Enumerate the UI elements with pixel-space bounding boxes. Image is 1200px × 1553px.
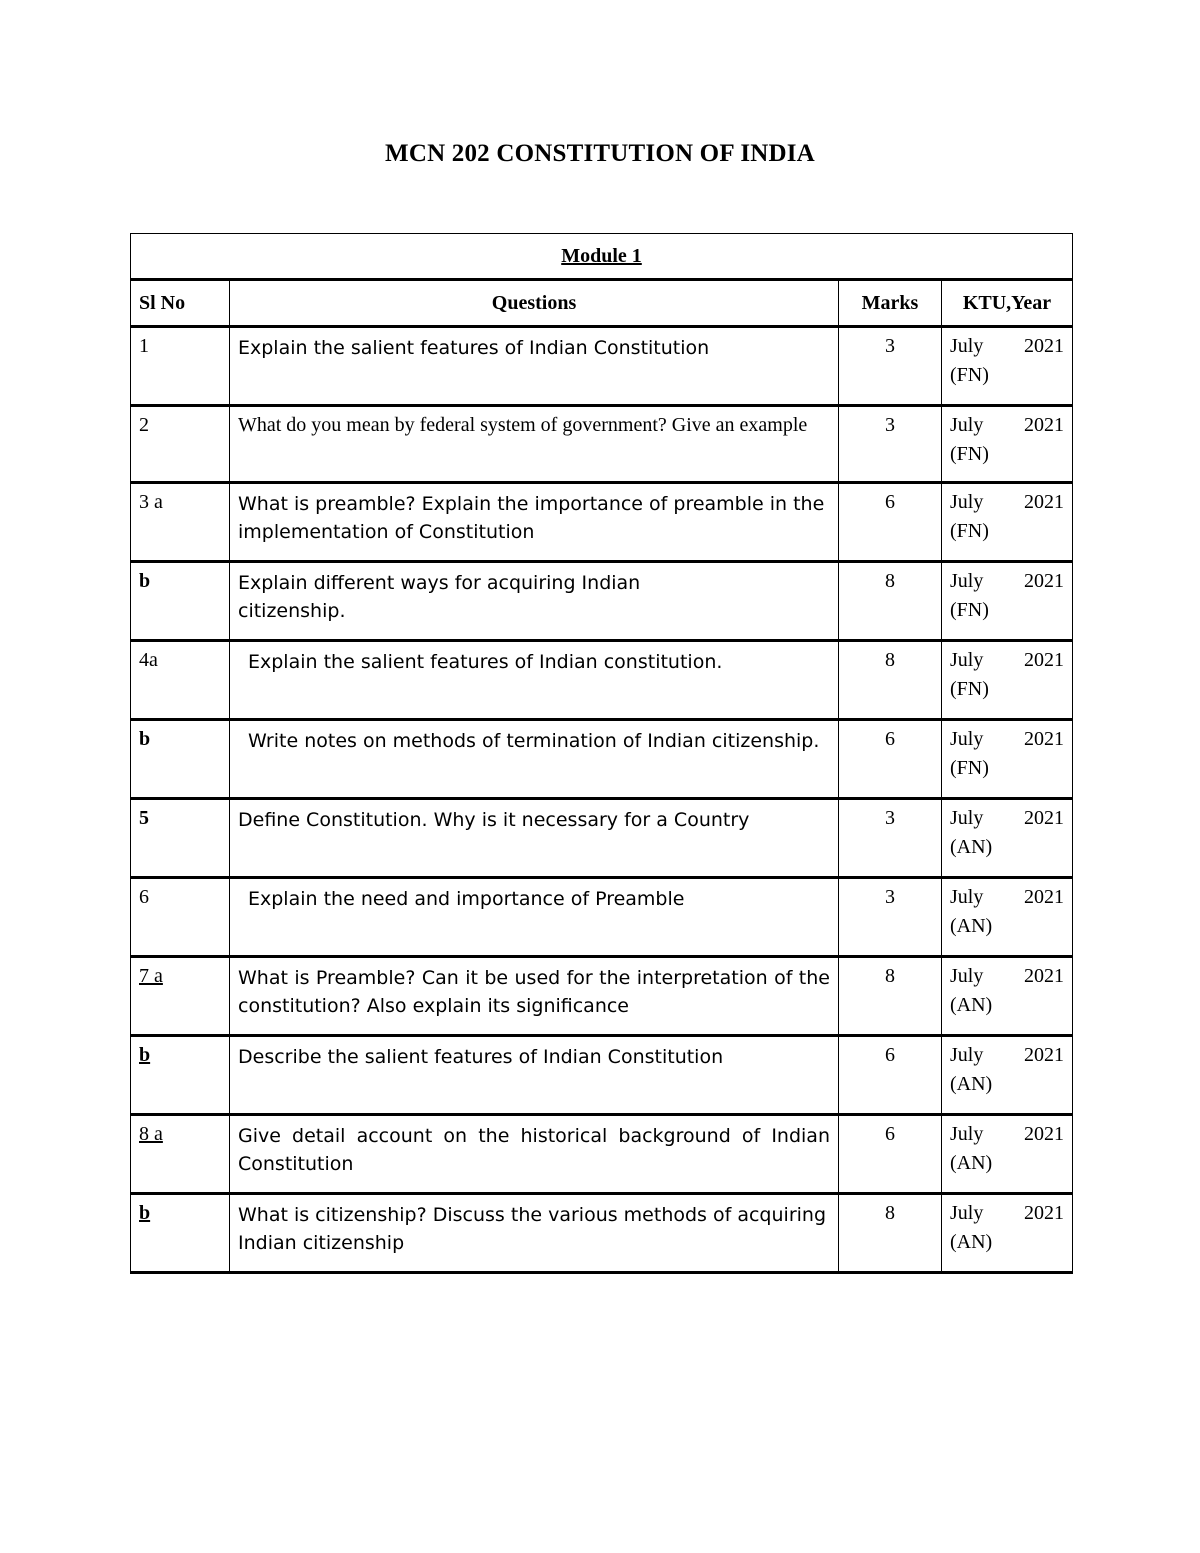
sl-no: b bbox=[139, 728, 151, 750]
table-row bbox=[131, 406, 1073, 483]
header-questions: Questions bbox=[230, 280, 839, 327]
marks-cell: 3 bbox=[839, 878, 942, 957]
sl-no-cell bbox=[131, 1115, 230, 1194]
exam-year: 2021 bbox=[1024, 649, 1064, 671]
question-cell: Explain the salient features of Indian constitution. bbox=[230, 641, 839, 720]
ktu-year-cell bbox=[942, 327, 1073, 406]
marks-cell: 8 bbox=[839, 957, 942, 1036]
exam-session: (FN) bbox=[950, 599, 989, 621]
exam-month: July bbox=[950, 965, 984, 987]
question-cell: Define Constitution. Why is it necessary for a Country bbox=[230, 799, 839, 878]
marks-cell: 6 bbox=[839, 1036, 942, 1115]
sl-no: b bbox=[139, 1202, 151, 1224]
sl-no: 5 bbox=[139, 807, 149, 829]
question-cell: Write notes on methods of termination of Indian citizenship. bbox=[230, 720, 839, 799]
table-row bbox=[131, 1115, 1073, 1194]
marks-cell: 6 bbox=[839, 1115, 942, 1194]
table-row bbox=[131, 720, 1073, 799]
ktu-year-cell bbox=[942, 1036, 1073, 1115]
exam-month: July bbox=[950, 1123, 984, 1145]
question-cell: What is citizenship? Discuss the various methods of acquiring Indian citizenship bbox=[230, 1194, 839, 1273]
table-row bbox=[131, 1036, 1073, 1115]
question-cell: Give detail account on the historical background of Indian Constitution bbox=[230, 1115, 839, 1194]
exam-month: July bbox=[950, 1202, 984, 1224]
exam-session: (AN) bbox=[950, 1152, 993, 1174]
exam-year: 2021 bbox=[1024, 491, 1064, 513]
sl-no-cell bbox=[131, 957, 230, 1036]
header-row bbox=[131, 280, 1073, 327]
exam-month: July bbox=[950, 649, 984, 671]
sl-no: 2 bbox=[139, 414, 149, 436]
exam-session: (FN) bbox=[950, 757, 989, 779]
sl-no: b bbox=[139, 570, 151, 592]
ktu-year-cell bbox=[942, 878, 1073, 957]
marks-cell: 6 bbox=[839, 720, 942, 799]
module-label: Module 1 bbox=[561, 244, 642, 267]
marks-cell: 6 bbox=[839, 483, 942, 562]
ktu-year-cell bbox=[942, 799, 1073, 878]
table-row bbox=[131, 1194, 1073, 1273]
marks-cell: 3 bbox=[839, 327, 942, 406]
sl-no: 6 bbox=[139, 886, 149, 908]
exam-year: 2021 bbox=[1024, 728, 1064, 750]
sl-no-cell bbox=[131, 562, 230, 641]
sl-no: 7 a bbox=[139, 965, 163, 987]
marks-cell: 3 bbox=[839, 799, 942, 878]
sl-no-cell bbox=[131, 483, 230, 562]
ktu-year-cell bbox=[942, 641, 1073, 720]
header-ktu-year: KTU,Year bbox=[942, 280, 1073, 327]
table-row bbox=[131, 641, 1073, 720]
question-cell: Describe the salient features of Indian Constitution bbox=[230, 1036, 839, 1115]
exam-session: (FN) bbox=[950, 520, 989, 542]
ktu-year-cell bbox=[942, 406, 1073, 483]
exam-session: (AN) bbox=[950, 836, 993, 858]
ktu-year-cell bbox=[942, 720, 1073, 799]
table-row bbox=[131, 483, 1073, 562]
exam-session: (FN) bbox=[950, 678, 989, 700]
exam-month: July bbox=[950, 1044, 984, 1066]
sl-no-cell bbox=[131, 799, 230, 878]
exam-month: July bbox=[950, 335, 984, 357]
module-cell bbox=[131, 234, 1073, 280]
marks-cell: 3 bbox=[839, 406, 942, 483]
ktu-year-cell bbox=[942, 483, 1073, 562]
exam-year: 2021 bbox=[1024, 807, 1064, 829]
sl-no: b bbox=[139, 1044, 151, 1066]
question-cell: What is preamble? Explain the importance of preamble in the implementation of Constitution bbox=[230, 483, 839, 562]
module-row bbox=[131, 234, 1073, 280]
exam-session: (AN) bbox=[950, 915, 993, 937]
sl-no-cell bbox=[131, 406, 230, 483]
ktu-year-cell bbox=[942, 562, 1073, 641]
ktu-year-cell bbox=[942, 957, 1073, 1036]
exam-month: July bbox=[950, 414, 984, 436]
exam-year: 2021 bbox=[1024, 1202, 1064, 1224]
sl-no-cell bbox=[131, 1036, 230, 1115]
exam-session: (FN) bbox=[950, 364, 989, 386]
sl-no-cell bbox=[131, 327, 230, 406]
question-cell: Explain the need and importance of Preamble bbox=[230, 878, 839, 957]
sl-no: 3 a bbox=[139, 491, 163, 513]
sl-no: 1 bbox=[139, 335, 149, 357]
sl-no-cell bbox=[131, 1194, 230, 1273]
exam-month: July bbox=[950, 807, 984, 829]
exam-month: July bbox=[950, 570, 984, 592]
question-cell: Explain the salient features of Indian Constitution bbox=[230, 327, 839, 406]
table-row bbox=[131, 327, 1073, 406]
exam-year: 2021 bbox=[1024, 414, 1064, 436]
marks-cell: 8 bbox=[839, 562, 942, 641]
header-marks: Marks bbox=[839, 280, 942, 327]
ktu-year-cell bbox=[942, 1115, 1073, 1194]
page-title: MCN 202 CONSTITUTION OF INDIA bbox=[385, 140, 815, 167]
exam-year: 2021 bbox=[1024, 335, 1064, 357]
table-row bbox=[131, 562, 1073, 641]
exam-session: (AN) bbox=[950, 994, 993, 1016]
exam-month: July bbox=[950, 886, 984, 908]
question-cell: What do you mean by federal system of government? Give an example bbox=[230, 406, 839, 483]
exam-month: July bbox=[950, 728, 984, 750]
sl-no-cell bbox=[131, 720, 230, 799]
table-row bbox=[131, 878, 1073, 957]
table-row bbox=[131, 799, 1073, 878]
exam-session: (AN) bbox=[950, 1073, 993, 1095]
sl-no: 4a bbox=[139, 649, 158, 671]
sl-no-cell bbox=[131, 878, 230, 957]
exam-year: 2021 bbox=[1024, 886, 1064, 908]
marks-cell: 8 bbox=[839, 1194, 942, 1273]
questions-table bbox=[130, 233, 1073, 1274]
question-text: Explain different ways for acquiring Indian citizenship. bbox=[238, 572, 641, 622]
ktu-year-cell bbox=[942, 1194, 1073, 1273]
sl-no: 8 a bbox=[139, 1123, 163, 1145]
question-cell: What is Preamble? Can it be used for the interpretation of the constitution? Also explain its significance bbox=[230, 957, 839, 1036]
exam-session: (FN) bbox=[950, 443, 989, 465]
marks-cell: 8 bbox=[839, 641, 942, 720]
exam-year: 2021 bbox=[1024, 1123, 1064, 1145]
exam-year: 2021 bbox=[1024, 570, 1064, 592]
exam-year: 2021 bbox=[1024, 1044, 1064, 1066]
exam-year: 2021 bbox=[1024, 965, 1064, 987]
exam-month: July bbox=[950, 491, 984, 513]
exam-session: (AN) bbox=[950, 1231, 993, 1253]
table-row bbox=[131, 957, 1073, 1036]
header-sl-no: Sl No bbox=[131, 280, 230, 327]
question-cell bbox=[230, 562, 839, 641]
sl-no-cell bbox=[131, 641, 230, 720]
